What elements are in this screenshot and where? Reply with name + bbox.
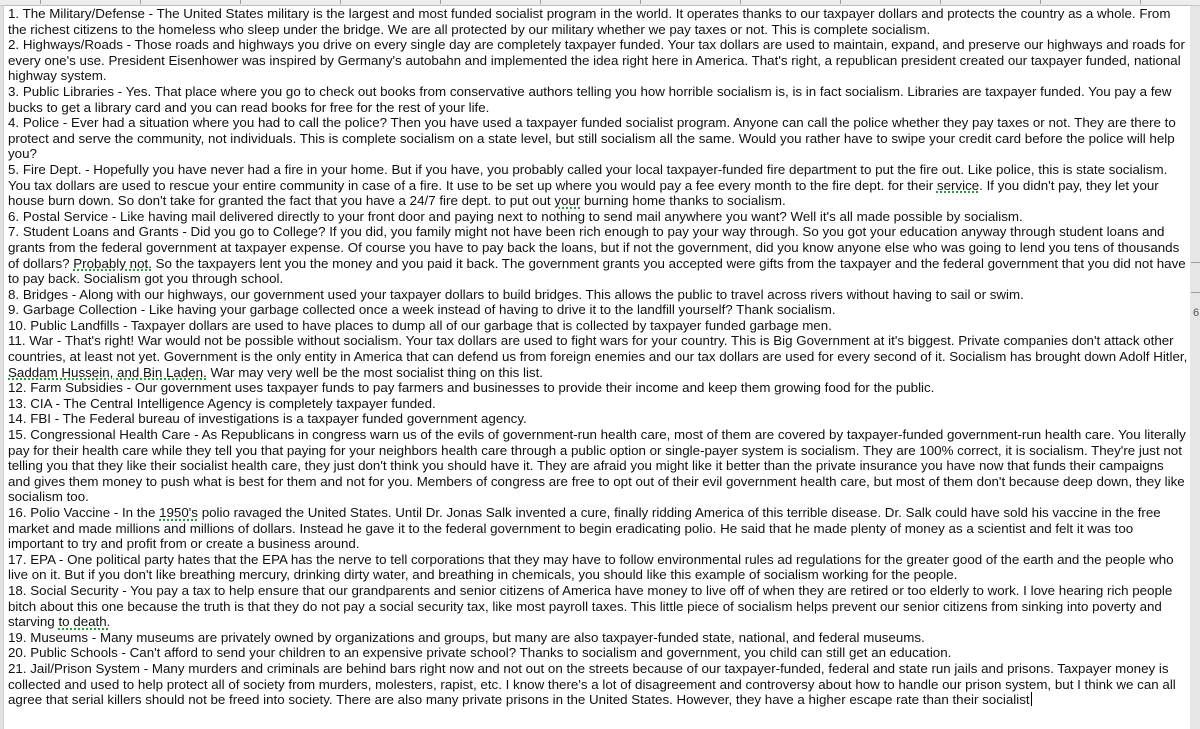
document-page[interactable] [3, 6, 1191, 729]
ruler-tick [1040, 0, 1041, 4]
item-text: 6. Postal Service - Like having mail delivered directly to your front door and paying next to nothing to send mail anywhere you want? Well it's all made possible by socialism. [8, 208, 1023, 224]
item-text: 8. Bridges - Along with our highways, our government used your taxpayer dollars to build bridges. This allows the public to travel across rivers without having to sail or swim. [8, 286, 1024, 302]
spellcheck-flag: Saddam Hussein, and Bin Laden. [8, 364, 207, 380]
item-text: 1. The Military/Defense - The United States military is the largest and most funded socialist program in the world. It operates thanks to our taxpayer dollars and protects the country as a whole. From the richest citizens to the homeless who sleep under the bridge. We are all protected by our military whether we pay taxes or not. This is complete socialism. [8, 6, 1171, 37]
item-text: 20. Public Schools - Can't afford to send your children to an expensive private school? Thanks to socialism and government, you child can still get an education. [8, 645, 952, 661]
item-text: 14. FBI - The Federal bureau of investigations is a taxpayer funded government agency. [8, 411, 527, 427]
list-item[interactable] [8, 209, 1188, 225]
ruler-tick [640, 0, 641, 4]
document-body[interactable] [8, 6, 1188, 708]
item-text: 5. Fire Dept. - Hopefully you have never had a fire in your home. But if you have, you probably called your local taxpayer-funded fire department to put the fire out. Like police, this is state socialism. You tax dollars are used to rescue your entire community in case of a fire. It use to be set up where you would pay a fee every month to the fire dept. for their [8, 161, 1168, 193]
item-text: burning home thanks to socialism. [580, 193, 786, 209]
list-item[interactable] [8, 396, 1188, 412]
spellcheck-flag: to death. [58, 614, 111, 630]
ruler-tick [540, 0, 541, 4]
ruler-tick [440, 0, 441, 4]
ruler-tick [140, 0, 141, 4]
text-cursor [1031, 692, 1032, 706]
item-text: 21. Jail/Prison System - Many murders and criminals are behind bars right now and not out on the streets because of our taxpayer-funded, federal and state run jails and prisons. Taxpayer money is collected and used to help protect all of society from murders, molesters, rapist, etc. I know there's a lot of disagreement and controversy about how to handle our prison system, but I think we can all agree that serial killers should not be freed into society. There are also many private prisons in the United States. However, they have a higher escape rate than their socialist [8, 660, 1176, 708]
side-panel-number: 6 [1193, 307, 1200, 319]
list-item[interactable] [8, 302, 1188, 318]
list-item[interactable] [8, 645, 1188, 661]
ruler-tick [840, 0, 841, 4]
item-text: War may very well be the most socialist thing on this list. [206, 364, 543, 380]
spellcheck-flag: Probably not. [73, 255, 152, 271]
list-item[interactable] [8, 552, 1188, 583]
side-panel-divider [1191, 292, 1200, 293]
ruler-tick [40, 0, 41, 4]
spellcheck-flag: your [554, 193, 581, 209]
item-text: 9. Garbage Collection - Like having your garbage collected once a week instead of having to drive it to the landfill yourself? Thank socialism. [8, 302, 836, 318]
ruler-tick [1140, 0, 1141, 4]
list-item[interactable] [8, 380, 1188, 396]
item-text: 4. Police - Ever had a situation where you had to call the police? Then you have used a taxpayer funded socialist program. Anyone can call the police whether they pay taxes or not. They are there to protect and serve the community, not individuals. This is complete socialism on a state level, but still socialism all the same. Would you rather have to swipe your credit card before the police will help you? [8, 115, 1176, 162]
list-item[interactable] [8, 630, 1188, 646]
list-item[interactable] [8, 583, 1188, 630]
ruler-tick [940, 0, 941, 4]
item-text: 12. Farm Subsidies - Our government uses taxpayer funds to pay farmers and businesses to provide their income and keep them growing food for the public. [8, 380, 935, 396]
item-text: 11. War - That's right! War would not be possible without socialism. Your tax dollars are used to fight wars for your country. This is Big Government at it's biggest. Private companies don't attack other countries, at least not yet. Government is the only entity in America that can defend us from foreign enemies and our tax dollars are used for every second of it. Socialism has brought down Adolf Hitler, [8, 333, 1188, 365]
list-item[interactable] [8, 37, 1188, 84]
list-item[interactable] [8, 333, 1188, 380]
side-panel-divider [1191, 262, 1200, 263]
list-item[interactable] [8, 162, 1188, 209]
side-panel [1190, 6, 1200, 729]
spellcheck-flag: service [936, 177, 980, 193]
list-item[interactable] [8, 661, 1188, 708]
ruler-tick [240, 0, 241, 4]
list-item[interactable] [8, 318, 1188, 334]
list-item[interactable] [8, 6, 1188, 37]
list-item[interactable] [8, 427, 1188, 505]
item-text: 16. Polio Vaccine - In the [8, 505, 160, 520]
list-item[interactable] [8, 411, 1188, 427]
item-text: 17. EPA - One political party hates that the EPA has the nerve to tell corporations that they may have to follow environmental rules ad regulations for the greater good of the earth and the people who live on it. But if you don't like breathing mercury, drinking dirty water, and breathing in chemicals, you should like this example of socialism working for the people. [8, 551, 1174, 583]
item-text: 18. Social Security - You pay a tax to help ensure that our grandparents and senior citizens of America have money to live off of when they are retired or too elderly to work. I love hearing rich people bitch about this one because the truth is that they do not pay a social security tax, like most payroll taxes. This little piece of socialism helps prevent our senior citizens from sinking into poverty and starving [8, 582, 1173, 630]
list-item[interactable] [8, 505, 1188, 552]
item-text: 10. Public Landfills - Taxpayer dollars are used to have places to dump all of our garbage that is collected by taxpayer funded garbage men. [8, 317, 832, 333]
ruler-tick [740, 0, 741, 4]
item-text: 13. CIA - The Central Intelligence Agency is completely taxpayer funded. [8, 395, 436, 411]
ruler-tick [340, 0, 341, 4]
list-item[interactable] [8, 224, 1188, 286]
item-text: 3. Public Libraries - Yes. That place where you go to check out books from conservative authors telling you how horrible socialism is, is in fact socialism. Libraries are taxpayer funded. You pay a few bucks to get a library card and you can read books for free for the rest of your life. [8, 83, 1172, 115]
item-text: 7. Student Loans and Grants - Did you go to College? If you did, you family might not have been rich enough to pay your way through. So you got your education anyway through student loans and grants from the federal government at taxpayer expense. Of course you have to pay back the loans, but if not the government, did you know anyone else who was going to lend you tens of thousands of dollars? [8, 224, 1180, 271]
item-text: So the taxpayers lent you the money and you paid it back. The government grants you accepted were gifts from the taxpayer and the federal government that you did not have to pay back. Socialism got you through school. [8, 255, 1186, 287]
item-text: polio ravaged the United States. Until Dr. Jonas Salk invented a cure, finally ridding America of this terrible disease. Dr. Salk could have sold his vaccine in the free market and made millions and millions of dollars. Instead he gave it to the federal government to begin eradicating polio. He said that he made plenty of money as a scientist and felt it was too important to try and profit from or create a business around. [8, 505, 1161, 552]
spellcheck-flag: 1950's [159, 505, 198, 520]
item-text: 15. Congressional Health Care - As Republicans in congress warn us of the evils of government-run health care, most of them are covered by taxpayer-funded government-run health care. You literally pay for their health care while they tell you that paying for your neighbors health care through a public option or single-payer system is socialism. They are 100% correct, it is socialism. They're just not telling you that they like their socialist health care, they just don't think you should have it. They are afraid you might like it better than the private insurance you have now that funds their campaigns and gives them money to push what is best for them and not for you. Members of congress are free to opt out of their evil government health care, but most of them don't because deep down, they like socialism too. [8, 427, 1186, 505]
item-text: 2. Highways/Roads - Those roads and highways you drive on every single day are completely taxpayer funded. Your tax dollars are used to maintain, expand, and preserve our highways and roads for every one's use. President Eisenhower was inspired by Germany's autobahn and implemented the idea right here in America. That's right, a republican president created our taxpayer funded, national highway system. [8, 37, 1185, 84]
item-text: 19. Museums - Many museums are privately owned by organizations and groups, but many are also taxpayer-funded state, national, and federal museums. [8, 629, 925, 645]
list-item[interactable] [8, 115, 1188, 162]
item-text: . If you didn't pay, they let your house burn down. So don't take for granted the fact that you have a 24/7 fire dept. to put out [8, 177, 1159, 209]
list-item[interactable] [8, 84, 1188, 115]
list-item[interactable] [8, 287, 1188, 303]
